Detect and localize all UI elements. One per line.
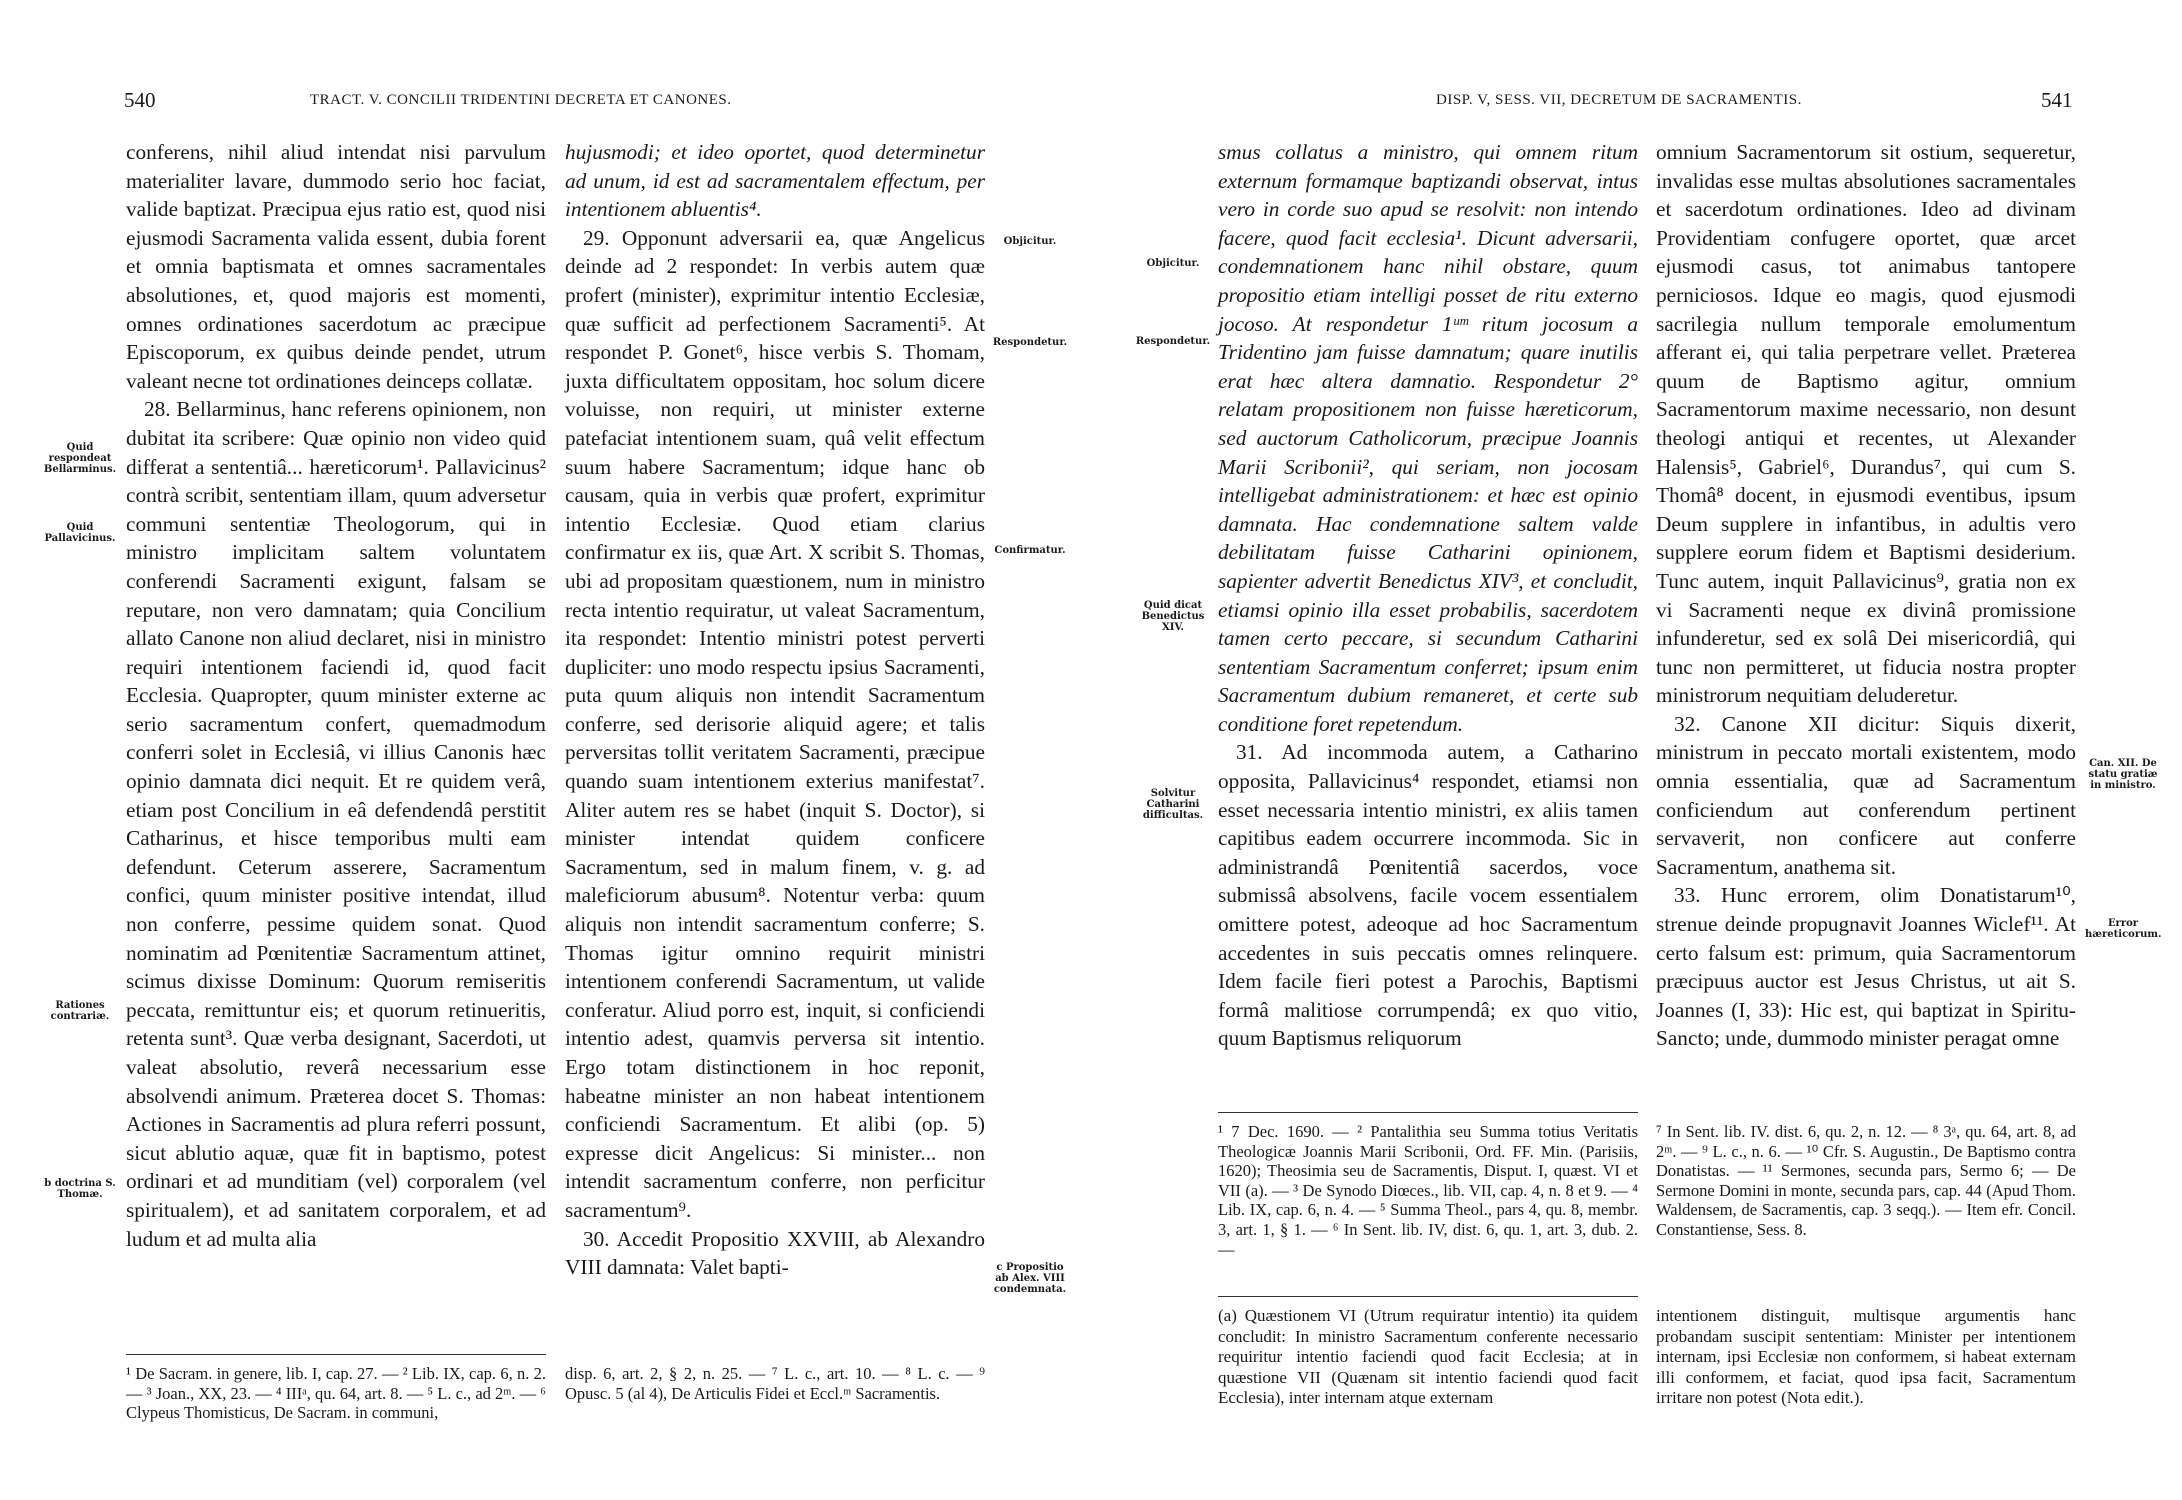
margin-note: Rationes contrariæ. bbox=[50, 1000, 110, 1022]
page-number: 540 bbox=[124, 88, 156, 112]
paragraph-31: 31. Ad incommoda autem, a Catharino opposita, Pallavicinus⁴ respondet, etiamsi non esset necessaria intentio ministri, ex aliis tamen capitibus eadem occurrere incommoda. Sic in administrandâ Pœnitentiâ sacerdos, voce submissâ absolvens, facile vocem essentialem omittere potest, adeoque ad hoc Sacramentum accedentes in suis peccatis omnes relinquere. Idem facile fieri potest a Parochis, Baptismi formâ malitiose corrumpendâ; ex quo vitio, quum Baptismus reliquorum bbox=[1218, 740, 1638, 1051]
margin-note: Error hæreticorum. bbox=[2085, 918, 2162, 940]
note-rule bbox=[1218, 1296, 1638, 1297]
paragraph: smus collatus a ministro, qui omnem ritum externum formamque baptizandi observat, intus vero in corde suo apud se resolvit: non intendo facere, quod facit ecclesia¹. Dicunt adversarii, condemnationem hanc nihil obstare, quum propositio etiam intelligi posset de ritu externo jocoso. At respondetur 1ᵘᵐ ritum jocosum a Tridentino jam fuisse damnatum; quare inutilis erat hæc altera damnatio. Respondetur 2° relatam propositionem non fuisse hæreticorum, sed auctorum Catholicorum, præcipue Joannis Marii Scribonii², qui seriam, non jocosam intelligebat administrationem: et hæc est opinio damnata. Hac condemnatione saltem valde debilitatam fuisse Catharini opinionem, sapienter advertit Benedictus XIV³, et concludit, etiamsi opinio illa esset probabilis, sacerdotem tamen certo peccare, si secundum Catharini sententiam Sacramentum conferret; ipsum enim Sacramentum dubium remaneret, et certe sub conditione foret repetendum. bbox=[1218, 140, 1638, 736]
margin-note: Can. XII. De statu gratiæ in ministro. bbox=[2088, 758, 2158, 791]
text-column-1 bbox=[1218, 138, 1638, 1053]
margin-note: Respondetur. bbox=[1135, 336, 1211, 347]
paragraph-33: 33. Hunc errorem, olim Donatistarum¹⁰, strenue deinde propugnavit Joannes Wiclef¹¹. At certo falsum est: primum, quia Sacramentorum præcipuus auctor est Jesus Christus, ut ait S. Joannes (I, 33): Hic est, qui baptizat in Spiritu-Sancto; unde, dummodo minister peragat omne bbox=[1656, 883, 2076, 1051]
paragraph-29: 29. Opponunt adversarii ea, quæ Angelicus deinde ad 2 respondet: In verbis autem quæ profert (minister), exprimitur intentio Ecclesiæ, quæ sufficit ad perfectionem Sacramenti⁵. At respondet P. Gonet⁶, hisce verbis S. Thomam, juxta difficultatem oppositam, hoc solum dicere voluisse, non requiri, ut minister externe patefaciat intentionem suam, quâ velit effectum suum habere Sacramentum; idque hanc ob causam, quia in verbis quæ profert, exprimitur intentio Ecclesiæ. Quod etiam clarius confirmatur ex iis, quæ Art. X scribit S. Thomas, ubi ad propositam quæstionem, num in ministro recta intentio requiratur, ut valeat Sacramentum, ita respondet: Intentio ministri potest perverti dupliciter: uno modo respectu ipsius Sacramenti, puta quum aliquis non intendit Sacramentum conferre, sed derisorie aliquid agere; et talis perversitas tollit veritatem Sacramenti, præcipue quando suam intentionem exterius manifestat⁷. Aliter autem res se habet (inquit S. Doctor), si minister intendat quidem conficere Sacramentum, sed in malum finem, v. g. ad maleficiorum abusum⁸. Notentur verba: quum aliquis non intendit sacramentum conferre; S. Thomas igitur omnino requirit ministri intentionem conferendi Sacramentum, ut valide conferatur. Aliud porro est, inquit, si conficiendi intentio adest, quamvis perversa sit intentio. Ergo totam distinctionem in hoc reponit, habeatne minister an non habeat intentionem conficiendi Sacramentum. Et alibi (op. 5) expresse dicit Angelicus: Si minister... non intendit sacramentum conferre, non perficitur sacramentum⁹. bbox=[565, 225, 985, 1222]
editor-note-2 bbox=[1656, 1306, 2076, 1409]
margin-note: Objicitur. bbox=[1003, 236, 1057, 247]
margin-note: Quid Pallavicinus. bbox=[44, 522, 116, 544]
text-column-1 bbox=[126, 138, 546, 1253]
footnote-text: ⁷ In Sent. lib. IV. dist. 6, qu. 2, n. 12. — ⁸ 3ᵃ, qu. 64, art. 8, ad 2ᵐ. — ⁹ L. c., n. 6. — ¹⁰ Cfr. S. Augustin., De Baptismo contra Donatistas. — ¹¹ Sermones, secunda pars, Sermo 6; — De Sermone Domini in monte, secunda pars, cap. 44 (Apud Thom. Waldensem, de Sacramentis, cap. 3 seqq.). — Item efr. Concil. Constantiense, Sess. 8. bbox=[1656, 1122, 2076, 1239]
paragraph-28: 28. Bellarminus, hanc referens opinionem, non dubitat ita scribere: Quæ opinio non video quid differat a sententiâ... hæreticorum¹. Pallavicinus² contrà scribit, sententiam illam, quum adversetur communi sententiæ Theologorum, qui in ministro implicitam saltem voluntatem conferendi Sacramenti exigunt, falsam se reputare, non vero damnatam; quia Concilium allato Canone non aliud declaret, nisi in ministro requiri intentionem faciendi id, quod facit Ecclesia. Quapropter, quum minister externe ac serio sacramentum confert, quemadmodum conferri solet in Ecclesiâ, vi illius Canonis hæc opinio damnata dici nequit. Et re quidem verâ, etiam post Concilium in eâ defendendâ perstitit Catharinus, et hisce temporibus multi eam defendunt. Ceterum asserere, Sacramentum confici, quum minister positive intendat, illud non conferre, pessime quidem sonat. Quod nominatim ad Pœnitentiæ Sacramentum attinet, scimus dixisse Dominum: Quorum remiseritis peccata, remittuntur eis; et quorum retinueritis, retenta sunt³. Quæ verba designant, Sacerdoti, ut valeat absolutio, reverâ necessarium esse absolvendi animum. Præterea docet S. Thomas: Actiones in Sacramentis ad plura referri possunt, sicut ablutio aquæ, quæ fit in baptismo, potest ordinari et ad munditiam (vel) corporalem (vel spiritualem), et ad sanitatem corporalem, et ad ludum et ad multa alia bbox=[126, 397, 546, 1251]
page-number: 541 bbox=[2041, 88, 2073, 112]
editor-note-1 bbox=[1218, 1306, 1638, 1409]
margin-note: Respondetur. bbox=[992, 337, 1068, 348]
editor-note-text: intentionem distinguit, multisque argumentis hanc probandam suscipit sententiam: Minister per intentionem internam, ipsi Ecclesiæ non conformem, si habeat externam illi conformem, et faciat, quod ipsa facit, Sacramentum irritare non potest (Nota edit.). bbox=[1656, 1306, 2076, 1407]
margin-note: Solvitur Catharini difficultas. bbox=[1142, 788, 1204, 821]
footnotes-2 bbox=[1656, 1122, 2076, 1240]
margin-note: Confirmatur. bbox=[994, 545, 1066, 556]
footnotes-2 bbox=[565, 1364, 985, 1403]
margin-note: Objicitur. bbox=[1146, 258, 1200, 269]
paragraph: hujusmodi; et ideo oportet, quod determinetur ad unum, id est ad sacramentalem effectum, per intentionem abluentis⁴. bbox=[565, 140, 985, 222]
paragraph: conferens, nihil aliud intendat nisi parvulum materialiter lavare, dummodo serio hoc faciat, valide baptizat. Præcipua ejus ratio est, quod nisi ejusmodi Sacramenta valida essent, dubia forent et omnia baptismata et omnes sacramentales absolutiones, et, quod majoris est momenti, omnes ordinationes sacerdotum ac præcipue Episcoporum, ex quibus deinde pendet, utrum valeant necne tot ordinationes deinceps collatæ. bbox=[126, 140, 546, 393]
margin-note: Quid respondeat Bellarminus. bbox=[43, 442, 117, 475]
margin-note: b doctrina S. Thomæ. bbox=[44, 1178, 116, 1200]
footnote-text: ¹ 7 Dec. 1690. — ² Pantalithia seu Summa totius Veritatis Theologicæ Joannis Marii Scribonii, Ord. FF. Min. (Parisiis, 1620); Theosimia seu de Sacramentis, Disput. I, quæst. VI et VII (a). — ³ De Synodo Diœces., lib. VII, cap. 4, n. 8 et 9. — ⁴ Lib. IX, cap. 6, n. 4. — ⁵ Summa Theol., pars 4, qu. 8, membr. 3, art. 1, § 1. — ⁶ In Sent. lib. IV, dist. 6, qu. 1, art. 3, dub. 2. — bbox=[1218, 1122, 1638, 1259]
footnote-rule bbox=[1218, 1112, 1638, 1113]
text-column-2 bbox=[565, 138, 985, 1282]
right-page bbox=[1091, 0, 2182, 1500]
margin-note: c Propositio ab Alex. VIII condemnata. bbox=[993, 1262, 1067, 1295]
footnotes-1 bbox=[1218, 1122, 1638, 1259]
margin-note: Quid dicat Benedictus XIV. bbox=[1141, 600, 1205, 633]
running-head: TRACT. V. CONCILII TRIDENTINI DECRETA ET CANONES. bbox=[310, 92, 732, 108]
paragraph-30: 30. Accedit Propositio XXVIII, ab Alexandro VIII damnata: Valet bapti- bbox=[565, 1226, 985, 1280]
footnotes-1 bbox=[126, 1364, 546, 1423]
footnote-rule bbox=[126, 1354, 546, 1355]
text-column-2 bbox=[1656, 138, 2076, 1053]
editor-note-text: (a) Quæstionem VI (Utrum requiratur intentio) ita quidem concludit: In ministro Sacramentum conferente necessario requiritur intentio faciendi quod facit Ecclesia; at in quæstione VII (Quænam sit intentio faciendi quod facit Ecclesia), inter internam atque externam bbox=[1218, 1306, 1638, 1407]
footnote-text: disp. 6, art. 2, § 2, n. 25. — ⁷ L. c., art. 10. — ⁸ L. c. — ⁹ Opusc. 5 (al 4), De Articulis Fidei et Eccl.ᵐ Sacramentis. bbox=[565, 1364, 985, 1403]
paragraph-32: 32. Canone XII dicitur: Siquis dixerit, ministrum in peccato mortali existentem, modo omnia essentialia, quæ ad Sacramentum conficiendum aut conferendum pertinent servaverit, non conficere aut conferre Sacramentum, anathema sit. bbox=[1656, 711, 2076, 879]
footnote-text: ¹ De Sacram. in genere, lib. I, cap. 27. — ² Lib. IX, cap. 6, n. 2. — ³ Joan., XX, 23. — ⁴ IIIᵃ, qu. 64, art. 8. — ⁵ L. c., ad 2ᵐ. — ⁶ Clypeus Thomisticus, De Sacram. in communi, bbox=[126, 1364, 546, 1423]
running-head: DISP. V, SESS. VII, DECRETUM DE SACRAMENTIS. bbox=[1436, 92, 1802, 108]
paragraph: omnium Sacramentorum sit ostium, sequeretur, invalidas esse multas absolutiones sacramentales et sacerdotum ordinationes. Ideo ad divinam Providentiam confugere oportet, quæ arcet ejusmodi casus, tot animabus tantopere perniciosos. Idque eo magis, quod ejusmodi sacrilegia nullum temporale emolumentum afferant ei, qui talia perpetrare vellet. Præterea quum de Baptismo agitur, omnium Sacramentorum maxime necessario, non desunt theologi antiqui et recentes, ut Alexander Halensis⁵, Gabriel⁶, Durandus⁷, qui cum S. Thomâ⁸ docent, in ejusmodi eventibus, ipsum Deum supplere in infantibus, in adultis vero supplere eorum fidem et Baptismi desiderium. Tunc autem, inquit Pallavicinus⁹, gratia non ex vi Sacramenti neque ex divinâ promissione infunderetur, sed ex solâ Dei misericordiâ, qui tunc non permitteret, ut fiducia nostra propter ministrorum nequitiam deluderetur. bbox=[1656, 140, 2076, 708]
